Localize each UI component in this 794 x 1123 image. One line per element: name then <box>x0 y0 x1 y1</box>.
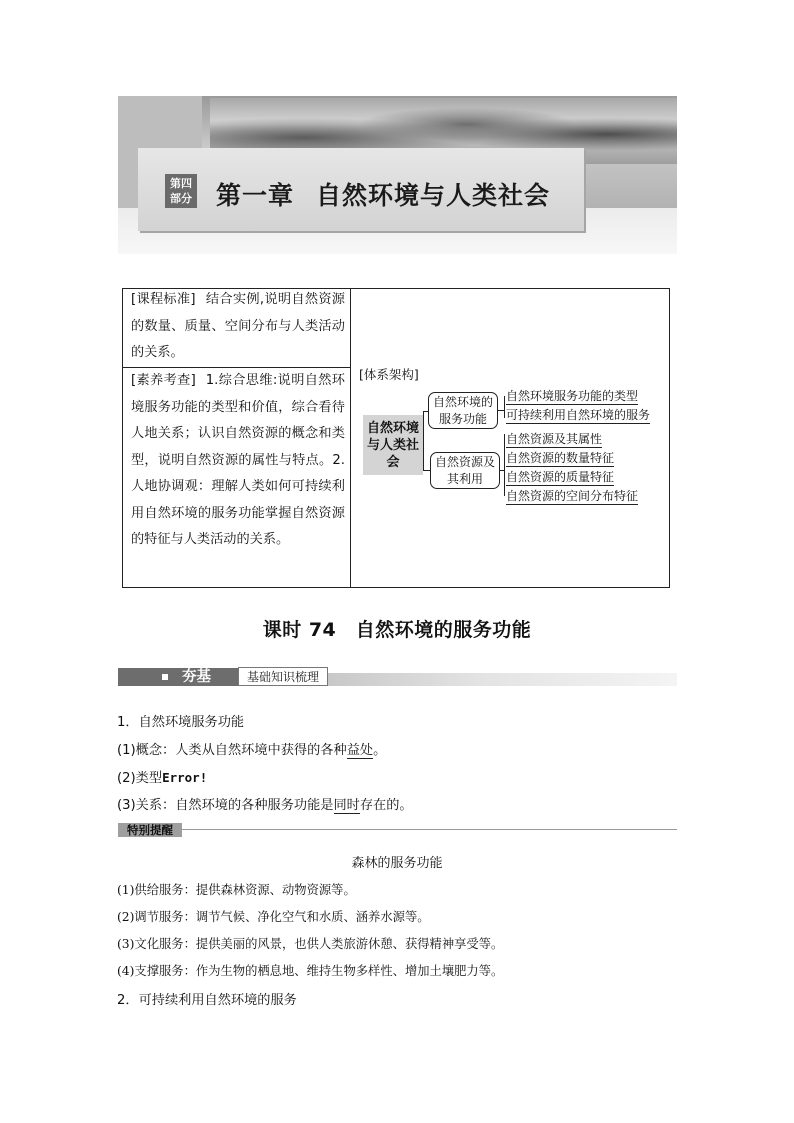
lesson-title: 课时 74 自然环境的服务功能 <box>262 619 532 641</box>
architecture-label: [体系架构] <box>359 367 419 382</box>
forest-service-line: (3)文化服务：提供美丽的风景，也供人类旅游休憩、获得精神享受等。 <box>117 937 504 951</box>
course-standard <box>131 287 345 367</box>
connector <box>423 411 424 471</box>
note-divider <box>182 829 677 830</box>
square-bullet-icon <box>162 674 168 680</box>
concept-line <box>117 739 386 758</box>
connector <box>504 396 505 418</box>
type-text: (2)类型 <box>117 771 163 786</box>
leaf-resource-attributes: 自然资源及其属性 <box>506 432 603 446</box>
leaf-sustainable-use: 可持续利用自然环境的服务 <box>506 408 651 422</box>
chapter-banner <box>118 96 677 254</box>
section-header <box>118 668 677 688</box>
special-note-bar <box>118 823 677 837</box>
type-error: Error! <box>162 770 208 785</box>
relation-text: (3)关系：自然环境的各种服务功能是 <box>117 798 334 813</box>
architecture-root: 自然环境与人类社会 <box>363 415 423 475</box>
course-standard-text: 结合实例,说明自然资源的数量、质量、空间分布与人类活动的关系。 <box>131 292 345 360</box>
standards-column <box>123 289 351 587</box>
item-2-heading: 2．可持续利用自然环境的服务 <box>117 993 297 1008</box>
section-title: 夯基 <box>182 669 211 685</box>
leaf-quality-features: 自然资源的质量特征 <box>506 470 615 484</box>
forest-service-line: (2)调节服务：调节气候、净化空气和水质、涵养水源等。 <box>117 910 430 924</box>
forest-service-line: (4)支撑服务：作为生物的栖息地、维持生物多样性、增加土壤肥力等。 <box>117 964 504 978</box>
connector <box>423 470 430 471</box>
part-tag: 第四 部分 <box>165 174 197 208</box>
leaf-quantity-features: 自然资源的数量特征 <box>506 451 615 465</box>
literacy-requirement <box>131 368 345 554</box>
chapter-title <box>216 176 550 212</box>
course-standard-tag: [课程标准] <box>131 292 196 307</box>
connector <box>504 434 505 496</box>
section-dark-block <box>118 668 238 686</box>
forest-service-title: 森林的服务功能 <box>351 856 443 871</box>
relation-end: 存在的。 <box>359 798 413 813</box>
curriculum-table <box>122 288 670 588</box>
type-line <box>117 767 207 786</box>
concept-end: 。 <box>373 743 387 758</box>
chapter-number: 第一章 <box>216 181 295 210</box>
course-standard-cell <box>123 289 350 368</box>
leaf-spatial-distribution: 自然资源的空间分布特征 <box>506 489 639 503</box>
special-note-tag: 特别提醒 <box>118 823 182 837</box>
concept-text: (1)概念：人类从自然环境中获得的各种 <box>117 743 347 758</box>
item-1-heading: 1．自然环境服务功能 <box>117 715 245 730</box>
section-subtitle: 基础知识梳理 <box>238 667 328 686</box>
forest-service-line: (1)供给服务：提供森林资源、动物资源等。 <box>117 883 356 897</box>
branch-natural-resources: 自然资源及其利用 <box>430 452 500 489</box>
leaf-service-types: 自然环境服务功能的类型 <box>506 389 639 403</box>
relation-keyword: 同时 <box>333 798 360 813</box>
branch-service-function: 自然环境的服务功能 <box>428 392 498 429</box>
concept-keyword: 益处 <box>346 743 374 758</box>
relation-line <box>117 794 413 813</box>
chapter-name: 自然环境与人类社会 <box>316 181 551 210</box>
literacy-text: 1.综合思维:说明自然环境服务功能的类型和价值，综合看待人地关系；认识自然资源的概念和类型，说明自然资源的属性与特点。2.人地协调观：理解人类如何可持续利用自然环境的服务功能掌握自然资源的特征与人类活动的关系。 <box>131 373 345 547</box>
literacy-tag: [素养考查] <box>131 373 196 388</box>
